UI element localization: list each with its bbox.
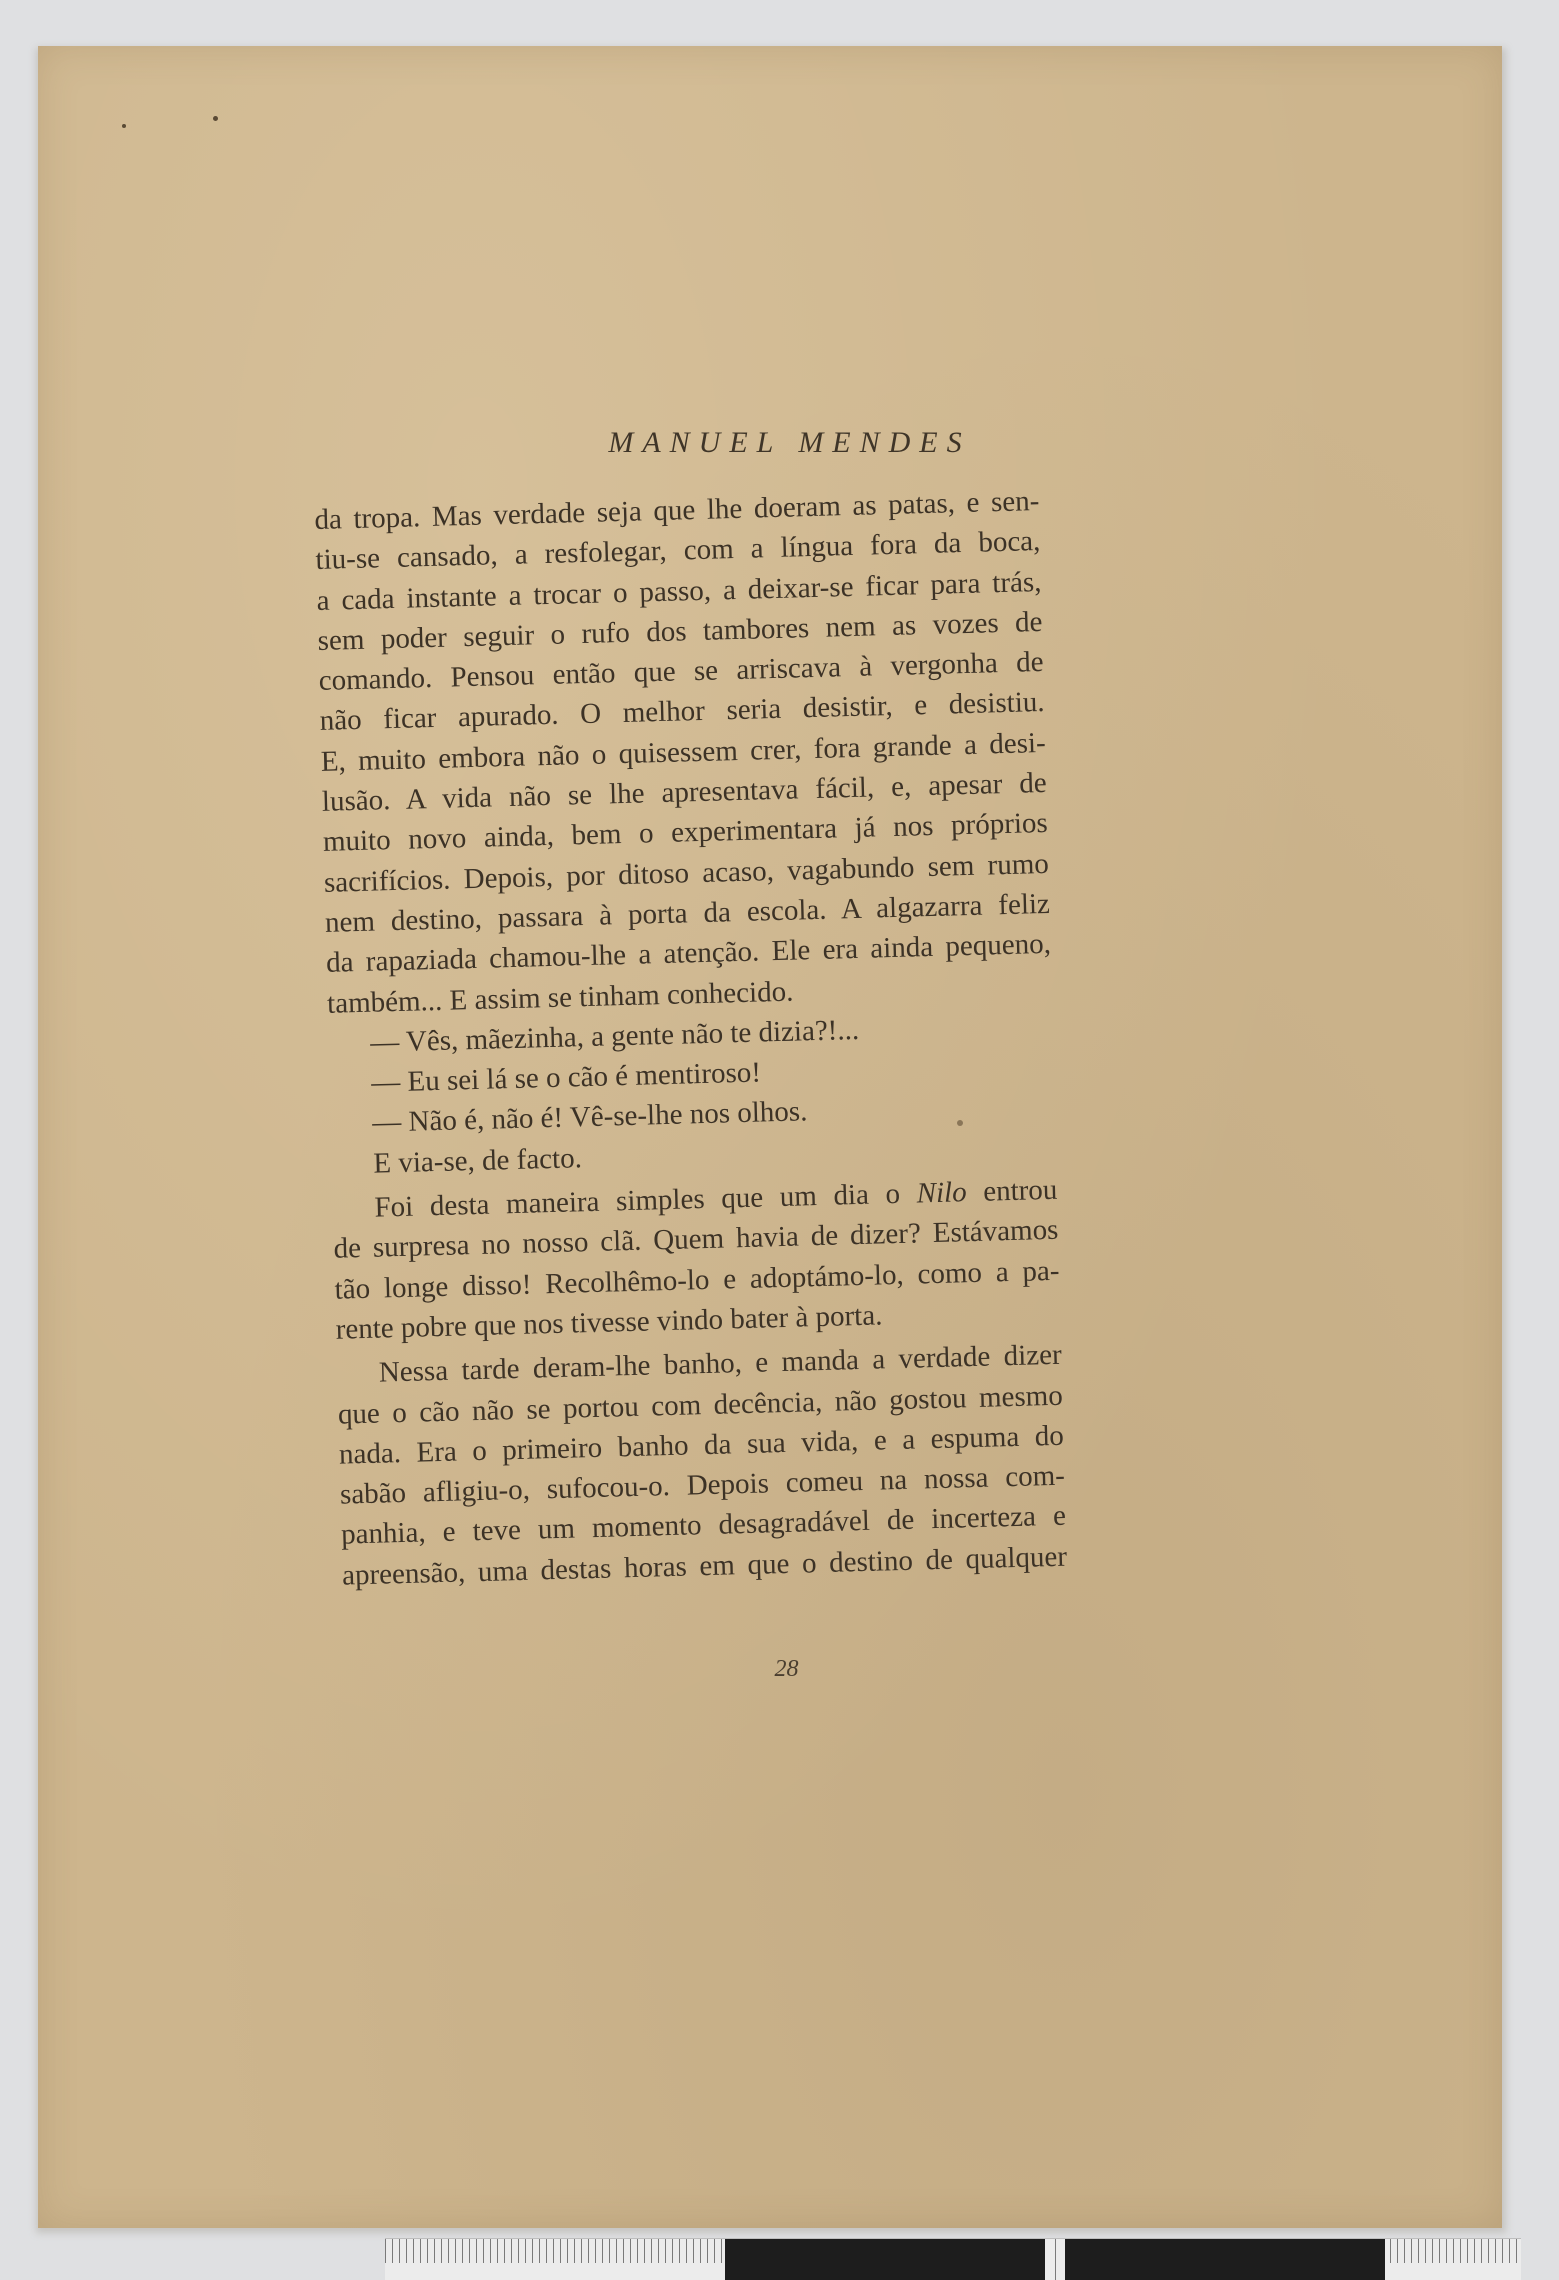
- body-line: E, muito embora não o quisessem crer, fora grande a desi-: [320, 726, 1047, 778]
- calibration-block: [725, 2239, 1045, 2280]
- paragraph-line: panhia, e teve um momento desagradável de incerteza e: [340, 1500, 1067, 1552]
- line-text: entrou: [966, 1173, 1058, 1209]
- scale-ruler: [385, 2238, 1521, 2280]
- body-line: nem destino, passara à porta da escola. A algazarra feliz: [324, 887, 1051, 939]
- running-header: MANUEL MENDES: [608, 426, 971, 459]
- dialogue-line: E via-se, de facto.: [372, 1141, 583, 1180]
- paragraph-line: tão longe disso! Recolhêmo-lo e adoptámo-lo, como a pa-: [334, 1254, 1060, 1306]
- paragraph-line: apreensão, uma destas horas em que o destino de qualquer: [341, 1540, 1068, 1592]
- body-line: lusão. A vida não se lhe apresentava fácil, e, apesar de: [321, 767, 1048, 818]
- paragraph-line: rente pobre que nos tivesse vindo bater à porta.: [335, 1299, 883, 1346]
- paragraph-line: que o cão não se portou com decência, não gostou mesmo: [337, 1379, 1064, 1431]
- ruler-ticks: [385, 2239, 725, 2263]
- paragraph-line: sabão afligiu-o, sufocou-o. Depois comeu na nossa com-: [339, 1459, 1066, 1511]
- ruler-divider: [1055, 2239, 1056, 2280]
- body-line: sem poder seguir o rufo dos tambores nem as vozes de: [317, 605, 1043, 657]
- dialogue-line: — Não é, não é! Vê-se-lhe nos olhos.: [371, 1095, 808, 1140]
- page-number: 28: [774, 1656, 799, 1682]
- dog-name: Nilo: [916, 1176, 968, 1210]
- body-line: sacrifícios. Depois, por ditoso acaso, vagabundo sem rumo: [323, 847, 1050, 899]
- paper-speck: [122, 124, 126, 128]
- paragraph-line: de surpresa no nosso clã. Quem havia de dizer? Estávamos: [333, 1214, 1059, 1266]
- body-line: da rapaziada chamou-lhe a atenção. Ele era ainda pequeno,: [325, 928, 1052, 980]
- ruler-ticks: [1390, 2239, 1521, 2263]
- body-line: não ficar apurado. O melhor seria desistir, e desistiu.: [319, 686, 1045, 738]
- body-line: a cada instante a trocar o passo, a deixar-se ficar para trás,: [316, 565, 1042, 617]
- paragraph-line: nada. Era o primeiro banho da sua vida, e a espuma do: [338, 1419, 1065, 1471]
- dialogue-line: — Eu sei lá se o cão é mentiroso!: [370, 1056, 762, 1099]
- page-body-text: [314, 481, 1067, 1596]
- calibration-block: [1065, 2239, 1385, 2280]
- paragraph-line: Nessa tarde deram-lhe banho, e manda a verdade dizer: [378, 1338, 1063, 1389]
- dialogue-line: — Vês, mãezinha, a gente não te dizia?!...: [369, 1013, 860, 1059]
- body-line: tiu-se cansado, a resfolegar, com a língua fora da boca,: [315, 525, 1041, 577]
- body-line: muito novo ainda, bem o experimentara já nos próprios: [322, 807, 1049, 859]
- body-line: da tropa. Mas verdade seja que lhe doeram as patas, e sen-: [314, 485, 1040, 536]
- body-line: comando. Pensou então que se arriscava à vergonha de: [318, 646, 1044, 698]
- paper-speck: [213, 116, 218, 121]
- body-line: também... E assim se tinham conhecido.: [326, 975, 794, 1020]
- line-text: Foi desta maneira simples que um dia o: [374, 1177, 918, 1224]
